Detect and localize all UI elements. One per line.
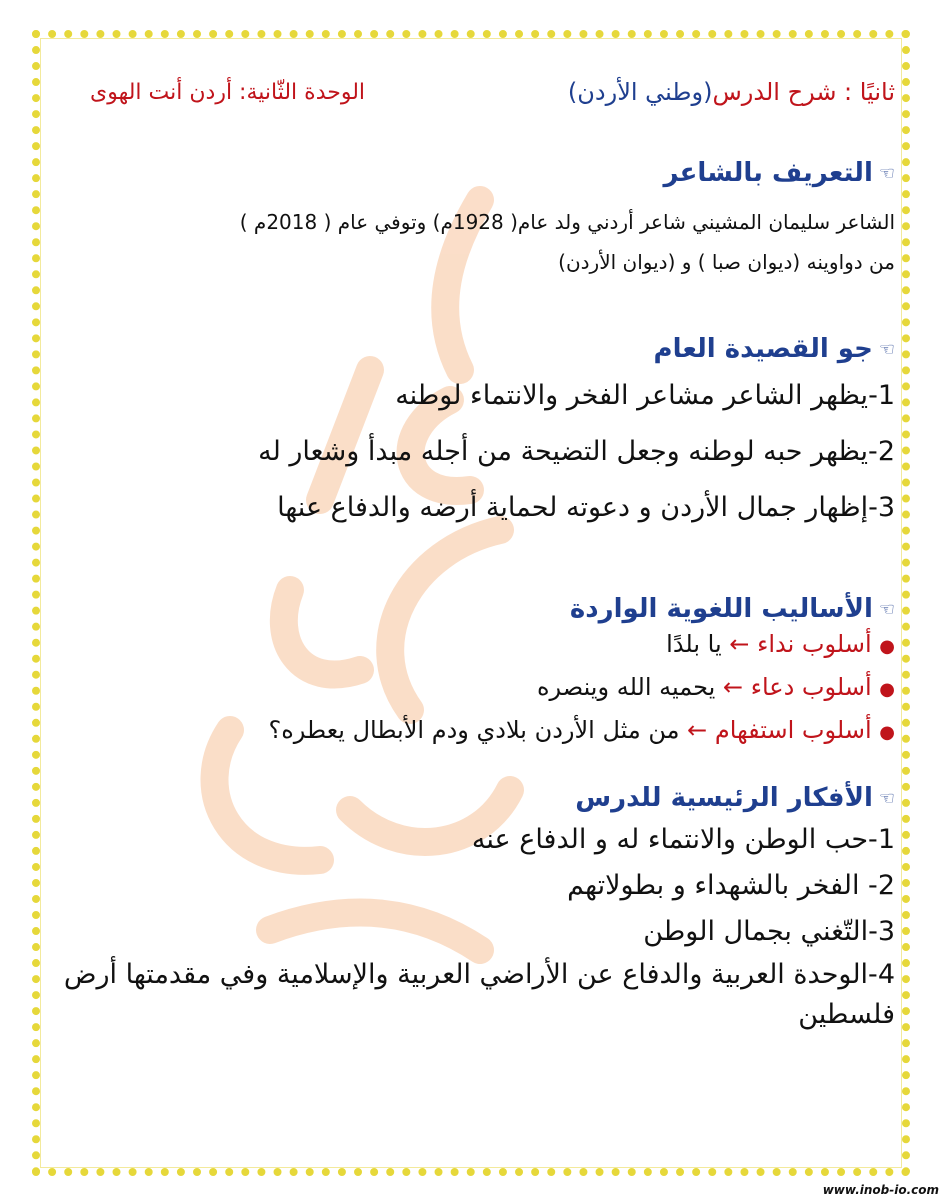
lesson-heading [568,78,895,106]
left-arrow-icon: ← [687,716,708,744]
style-item: ● أسلوب دعاء ← يحميه الله وينصره [536,673,895,701]
atmosphere-section-title [55,334,895,364]
poet-bio-line: الشاعر سليمان المشيني شاعر أردني ولد عام( 1928م) وتوفي عام ( 2018م ) [239,210,895,234]
left-arrow-icon: ← [729,630,750,658]
ideas-section-title [55,783,895,813]
poet-section-title [55,158,895,188]
style-item: ● أسلوب استفهام ← من مثل الأردن بلادي ودم الأبطال يعطره؟ [268,716,895,744]
atmosphere-item: 2-يظهر حبه لوطنه وجعل التضيحة من أجله مبدأ وشعار له [258,436,895,467]
footer-url: www.inob-io.com [822,1183,939,1197]
atmosphere-item: 3-إظهار جمال الأردن و دعوته لحماية أرضه والدفاع عنها [277,492,895,523]
main-ideas-section [55,783,895,1035]
poet-section [55,158,895,282]
idea-item: 4-الوحدة العربية والدفاع عن الأراضي العربية والإسلامية وفي مقدمتها أرض فلسطين [63,959,895,1030]
page-header [55,70,895,110]
lesson-name: (وطني الأردن) [567,78,713,106]
poet-title-text: التعريف بالشاعر [663,158,873,188]
pointing-hand-icon: ☜ [878,338,895,360]
pointing-hand-icon: ☜ [878,162,895,184]
left-arrow-icon: ← [722,673,744,701]
red-dot-icon: ● [879,722,895,743]
atmosphere-title-text: جو القصيدة العام [653,334,873,364]
style-item: ● أسلوب نداء ← يا بلدًا [666,630,895,658]
styles-title-text: الأساليب اللغوية الواردة [569,594,873,624]
styles-section-title [55,594,895,624]
poet-works-line: من دواوينه (ديوان صبا ) و (ديوان الأردن) [558,250,895,274]
idea-item: 3-التّغني بجمال الوطن [643,916,895,947]
pointing-hand-icon: ☜ [878,598,895,620]
atmosphere-item: 1-يظهر الشاعر مشاعر الفخر والانتماء لوطنه [395,380,895,411]
main-content [55,70,895,1035]
atmosphere-section [55,334,895,536]
ideas-title-text: الأفكار الرئيسية للدرس [575,783,873,813]
red-dot-icon: ● [879,636,895,657]
language-styles-section [55,594,895,753]
idea-item: 1-حب الوطن والانتماء له و الدفاع عنه [471,824,895,855]
lesson-prefix: ثانيًا : شرح الدرس [712,78,895,106]
unit-heading: الوحدة الثّانية: أردن أنت الهوى [90,80,366,105]
pointing-hand-icon: ☜ [878,787,895,809]
red-dot-icon: ● [879,679,895,700]
idea-item: 2- الفخر بالشهداء و بطولاتهم [567,870,895,901]
